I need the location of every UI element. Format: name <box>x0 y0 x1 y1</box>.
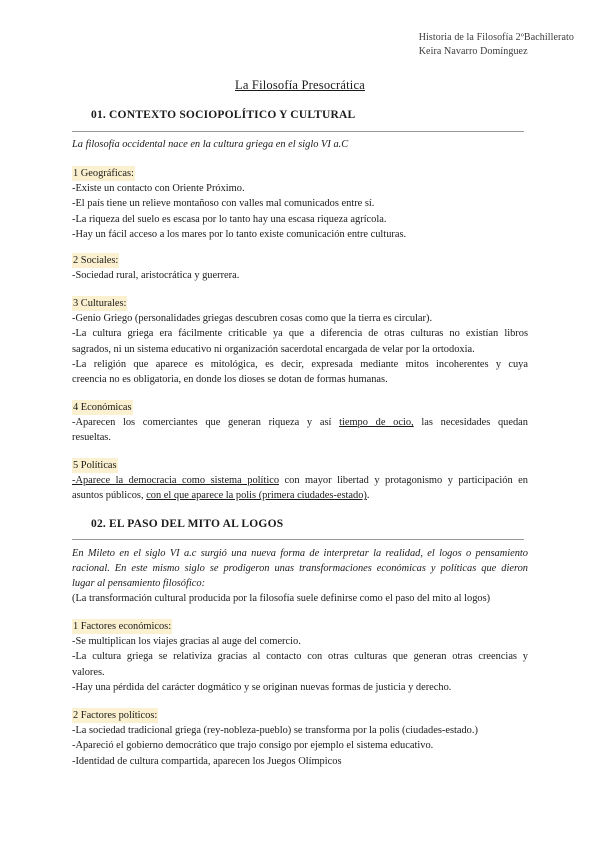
social-label: 2 Sociales: <box>72 253 119 268</box>
list-item: -La religión que aparece es mitológica, es decir, expresada mediante mitos incoherentes y cuya <box>72 358 528 370</box>
economic-factors-block <box>72 619 528 695</box>
underlined-phrase: tiempo de ocio, <box>339 417 414 429</box>
list-item: -Apareció el gobierno democrático que trajo consigo por ejemplo el sistema educativo. <box>72 740 434 752</box>
section-2-note: (La transformación cultural producida por la filosofía suele definirse como el paso del mito al logos) <box>72 593 491 604</box>
list-item: -Hay una pérdida del carácter dogmático y se originan nuevas formas de justicia y derecho. <box>72 681 452 693</box>
social-block <box>72 253 528 283</box>
list-item: -El país tiene un relieve montañoso con valles mal comunicados entre sí. <box>72 198 375 210</box>
list-item: -Aparece la democracia como sistema político con mayor libertad y protagonismo y participación en <box>72 475 528 487</box>
list-item: -Se multiplican los viajes gracias al auge del comercio. <box>72 636 301 648</box>
list-item: asuntos públicos, con el que aparece la polis (primera ciudades-estado). <box>72 490 370 502</box>
list-item: -Aparecen los comerciantes que generan riqueza y así tiempo de ocio, las necesidades quedan <box>72 417 528 429</box>
list-item: creencia no es obligatoria, en donde los dioses se dotan de formas humanas. <box>72 374 388 386</box>
geographic-label: 1 Geográficas: <box>72 166 135 181</box>
political-label: 5 Políticas <box>72 458 118 473</box>
section-heading-1: 01. CONTEXTO SOCIOPOLÍTICO Y CULTURAL <box>91 109 356 121</box>
page-header <box>419 31 574 59</box>
section-1-intro: La filosofía occidental nace en la cultura griega en el siglo VI a.C <box>72 139 349 150</box>
section-2-intro: En Mileto en el siglo VI a.c surgió una nueva forma de interpretar la realidad, el logos o pensamiento racional. En este mismo siglo se prodigeron unas transformaciones económicas y políticas que dieron lugar al pensamiento filosófico: <box>72 548 528 590</box>
section-heading-2: 02. EL PASO DEL MITO AL LOGOS <box>91 518 284 530</box>
cultural-label: 3 Culturales: <box>72 296 127 311</box>
list-item: -Identidad de cultura compartida, aparecen los Juegos Olímpicos <box>72 755 342 767</box>
list-item: sagrados, ni un sistema educativo ni organización sacerdotal encargada de velar por la ortodoxia. <box>72 343 475 355</box>
list-item: -La sociedad tradicional griega (rey-nobleza-pueblo) se transforma por la polis (ciudades-estado.) <box>72 725 478 737</box>
economic-factors-label: 1 Factores económicos: <box>72 619 172 634</box>
list-item: -Genio Griego (personalidades griegas descubren cosas como que la tierra es circular). <box>72 313 433 325</box>
list-item: -La cultura griega era fácilmente criticable ya que a diferencia de otras culturas no existían libros <box>72 328 528 340</box>
list-item: -Existe un contacto con Oriente Próximo. <box>72 183 245 195</box>
geographic-block <box>72 166 528 242</box>
underlined-phrase: con el que aparece la polis (primera ciudades-estado) <box>146 490 367 502</box>
political-factors-label: 2 Factores políticos: <box>72 708 158 723</box>
author-name: Keira Navarro Domínguez <box>418 46 528 57</box>
economic-block <box>72 400 528 446</box>
cultural-block <box>72 296 528 387</box>
list-item: -La riqueza del suelo es escasa por lo tanto hay una escasa riqueza agrícola. <box>72 213 387 225</box>
political-block <box>72 458 528 504</box>
list-item: -Hay un fácil acceso a los mares por lo tanto existe comunicación entre culturas. <box>72 228 407 240</box>
list-item: valores. <box>72 666 105 678</box>
list-item: resueltas. <box>72 432 111 444</box>
course-name: Historia de la Filosofía 2ºBachillerato <box>418 32 574 43</box>
economic-label: 4 Económicas <box>72 400 133 415</box>
document-title: La Filosofía Presocrática <box>235 78 365 92</box>
underlined-phrase: -Aparece la democracia como sistema político <box>72 475 280 487</box>
list-item: -Sociedad rural, aristocrática y guerrera. <box>72 270 240 282</box>
political-factors-block <box>72 708 528 769</box>
section-divider-1 <box>72 131 524 132</box>
section-divider-2 <box>72 539 524 540</box>
list-item: -La cultura griega se relativiza gracias al contacto con otras culturas que generan otras creencias y <box>72 651 528 663</box>
